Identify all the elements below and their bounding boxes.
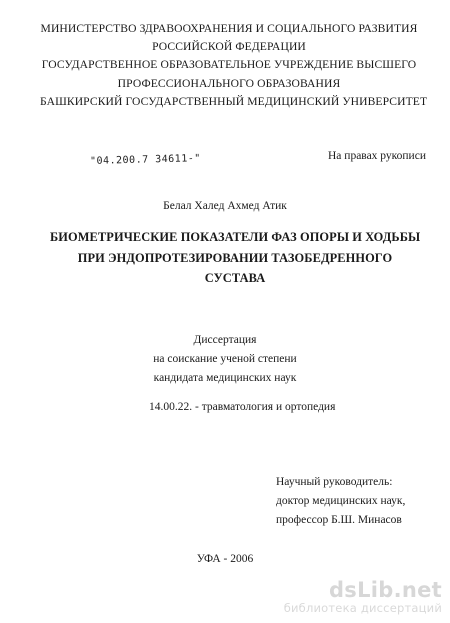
degree-line: на соискание ученой степени (153, 352, 297, 365)
degree-line: Диссертация (193, 334, 257, 346)
scientific-advisor (276, 473, 405, 529)
advisor-line: профессор Б.Ш. Минасов (276, 513, 402, 526)
watermark-logo: dsLib.net (328, 578, 442, 602)
ministry-line: РОССИЙСКОЙ ФЕДЕРАЦИИ (152, 40, 306, 54)
rights-notice: На правах рукописи (328, 150, 426, 162)
author-name: Белал Халед Ахмед Атик (163, 200, 287, 212)
advisor-line: Научный руководитель: (276, 476, 393, 488)
title-line: БИОМЕТРИЧЕСКИЕ ПОКАЗАТЕЛИ ФАЗ ОПОРЫ И ХОДЬБЫ (50, 230, 421, 244)
watermark-subtitle: библиотека диссертаций (283, 601, 442, 615)
dissertation-title (50, 227, 420, 289)
ministry-line: БАШКИРСКИЙ ГОСУДАРСТВЕННЫЙ МЕДИЦИНСКИЙ УНИВЕРСИТЕТ (40, 94, 428, 108)
degree-statement (0, 331, 450, 387)
ministry-header (40, 20, 428, 111)
title-line: СУСТАВА (204, 271, 266, 285)
ministry-line: МИНИСТЕРСТВО ЗДРАВООХРАНЕНИЯ И СОЦИАЛЬНОГО РАЗВИТИЯ (40, 22, 418, 35)
advisor-line: доктор медицинских наук, (276, 494, 406, 507)
ministry-line: ПРОФЕССИОНАЛЬНОГО ОБРАЗОВАНИЯ (117, 76, 341, 90)
registration-stamp: "04.200.7 34611-" (89, 153, 201, 167)
dslib-watermark (284, 579, 442, 615)
city-year: УФА - 2006 (196, 553, 254, 565)
specialty-code: 14.00.22. - травматология и ортопедия (149, 401, 336, 413)
title-line: ПРИ ЭНДОПРОТЕЗИРОВАНИИ ТАЗОБЕДРЕННОГО (77, 250, 393, 265)
ministry-line: ГОСУДАРСТВЕННОЕ ОБРАЗОВАТЕЛЬНОЕ УЧРЕЖДЕНИЕ ВЫСШЕГО (41, 58, 417, 72)
degree-line: кандидата медицинских наук (153, 371, 297, 384)
